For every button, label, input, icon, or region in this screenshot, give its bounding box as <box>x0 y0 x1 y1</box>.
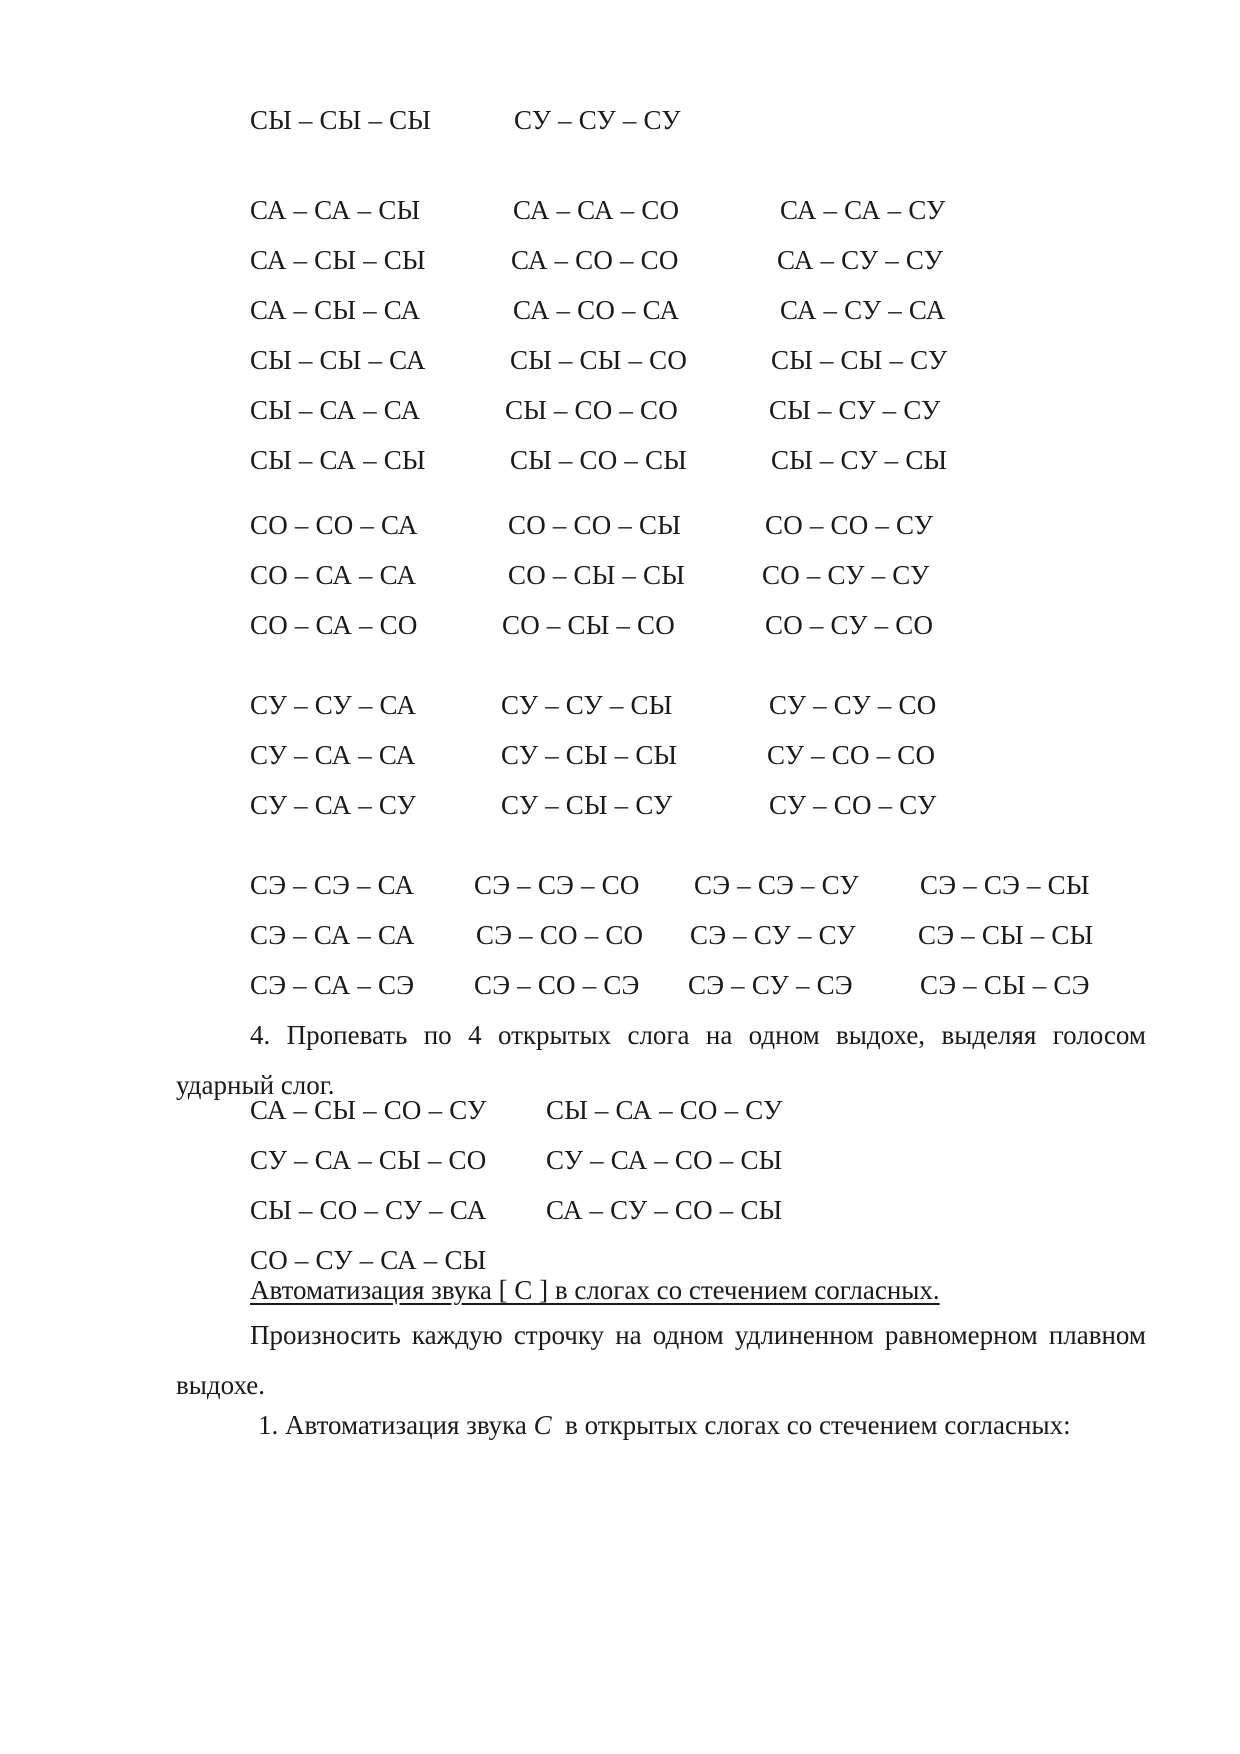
syllable-cell: СО – СУ – СА – СЫ <box>250 1245 487 1275</box>
syllable-cell: СУ – СА – СЫ – СО <box>250 1145 487 1175</box>
syllable-row <box>0 910 1240 960</box>
numbered-item-1 <box>258 1400 1071 1450</box>
syllable-row <box>0 550 1240 600</box>
syllable-cell: СЭ – СЫ – СЫ <box>918 920 1094 950</box>
syllable-cell: СА – СО – СА <box>513 295 680 325</box>
syllable-cell: СУ – СЫ – СУ <box>501 790 673 820</box>
syllable-cell: СЫ – СЫ – СУ <box>771 345 948 375</box>
syllable-cell: СУ – СА – СО – СЫ <box>546 1145 783 1175</box>
syllable-cell: СО – СО – СА <box>250 510 418 540</box>
syllable-cell: СУ – СУ – СЫ <box>501 690 673 720</box>
syllable-cell: СУ – СУ – СО <box>769 690 937 720</box>
syllable-cell: СА – СУ – СО – СЫ <box>546 1195 783 1225</box>
sound-letter: С <box>533 1410 552 1440</box>
syllable-row <box>0 500 1240 550</box>
syllable-cell: СЭ – СО – СЭ <box>474 970 640 1000</box>
syllable-row <box>0 385 1240 435</box>
syllable-row <box>0 860 1240 910</box>
syllable-row <box>0 1185 1240 1235</box>
syllable-cell: СУ – СЫ – СЫ <box>501 740 678 770</box>
syllable-cell: СЫ – СУ – СЫ <box>771 445 948 475</box>
syllable-cell: СЭ – СЫ – СЭ <box>920 970 1090 1000</box>
syllable-cell: СЭ – СА – СЭ <box>250 970 415 1000</box>
syllable-row <box>0 960 1240 1010</box>
syllable-cell: СА – СА – СО <box>513 195 680 225</box>
syllable-cell: СО – СЫ – СЫ <box>508 560 686 590</box>
syllable-cell: СО – СО – СЫ <box>508 510 681 540</box>
syllable-row <box>0 335 1240 385</box>
syllable-cell: СУ – СУ – СА <box>250 690 417 720</box>
syllable-row <box>0 185 1240 235</box>
syllable-cell: СА – СО – СО <box>511 245 679 275</box>
syllable-cell: СА – СЫ – СЫ <box>250 245 426 275</box>
syllable-group-1 <box>0 95 1240 145</box>
syllable-row <box>0 235 1240 285</box>
syllable-cell: СА – СЫ – СА <box>250 295 421 325</box>
syllable-cell: СО – СА – СА <box>250 560 417 590</box>
syllable-cell: СУ – СО – СУ <box>769 790 937 820</box>
syllable-cell: СО – СА – СО <box>250 610 418 640</box>
syllable-row <box>0 780 1240 830</box>
syllable-row <box>0 680 1240 730</box>
syllable-cell: СЫ – СО – СЫ <box>510 445 688 475</box>
syllable-cell: СЫ – СЫ – СО <box>510 345 688 375</box>
syllable-row <box>0 600 1240 650</box>
syllable-cell: СА – СЫ – СО – СУ <box>250 1095 487 1125</box>
syllable-group-3 <box>0 500 1240 650</box>
syllable-group-6 <box>0 1085 1240 1285</box>
item-prefix: 1. Автоматизация звука <box>258 1410 527 1440</box>
task-4-paragraph: 4. Пропевать по 4 открытых слога на одном выдохе, выделяя голосом ударный слог. <box>176 1020 1146 1100</box>
syllable-cell: СЫ – СЫ – СЫ <box>250 105 432 135</box>
syllable-cell: СЭ – СО – СО <box>476 920 644 950</box>
syllable-cell: СЭ – СЭ – СА <box>250 870 415 900</box>
syllable-cell: СЭ – СЭ – СО <box>474 870 640 900</box>
syllable-cell: СА – СА – СУ <box>780 195 946 225</box>
syllable-group-4 <box>0 680 1240 830</box>
syllable-cell: СЭ – СА – СА <box>250 920 415 950</box>
item-suffix: в открытых слогах со стечением согласных: <box>565 1410 1071 1440</box>
syllable-row <box>0 435 1240 485</box>
section-heading: Автоматизация звука [ С ] в слогах со стечением согласных. <box>250 1275 940 1305</box>
syllable-cell: СЫ – СЫ – СА <box>250 345 426 375</box>
syllable-cell: СЭ – СУ – СУ <box>690 920 856 950</box>
syllable-group-5 <box>0 860 1240 1010</box>
syllable-group-2 <box>0 185 1240 485</box>
syllable-cell: СА – СУ – СУ <box>777 245 944 275</box>
syllable-cell: СЫ – СО – СО <box>505 395 678 425</box>
syllable-cell: СО – СЫ – СО <box>502 610 675 640</box>
syllable-cell: СЭ – СЭ – СЫ <box>920 870 1090 900</box>
syllable-cell: СЭ – СУ – СЭ <box>688 970 853 1000</box>
syllable-cell: СЫ – СА – СА <box>250 395 421 425</box>
syllable-row <box>0 285 1240 335</box>
instruction-paragraph: Произносить каждую строчку на одном удлиненном равномерном плавном выдохе. <box>176 1320 1146 1400</box>
syllable-row <box>0 1085 1240 1135</box>
syllable-cell: СУ – СО – СО <box>767 740 936 770</box>
syllable-cell: СЫ – СА – СЫ <box>250 445 426 475</box>
syllable-cell: СЫ – СА – СО – СУ <box>546 1095 783 1125</box>
syllable-row <box>0 730 1240 780</box>
syllable-cell: СО – СУ – СУ <box>762 560 930 590</box>
syllable-cell: СЫ – СУ – СУ <box>769 395 941 425</box>
syllable-cell: СЫ – СО – СУ – СА <box>250 1195 487 1225</box>
syllable-cell: СЭ – СЭ – СУ <box>694 870 859 900</box>
syllable-row <box>0 95 1240 145</box>
syllable-cell: СА – СА – СЫ <box>250 195 421 225</box>
syllable-row <box>0 1135 1240 1185</box>
syllable-cell: СУ – СА – СУ <box>250 790 417 820</box>
syllable-cell: СО – СУ – СО <box>765 610 934 640</box>
syllable-cell: СА – СУ – СА <box>780 295 946 325</box>
syllable-cell: СУ – СУ – СУ <box>514 105 681 135</box>
syllable-cell: СУ – СА – СА <box>250 740 416 770</box>
syllable-cell: СО – СО – СУ <box>765 510 934 540</box>
